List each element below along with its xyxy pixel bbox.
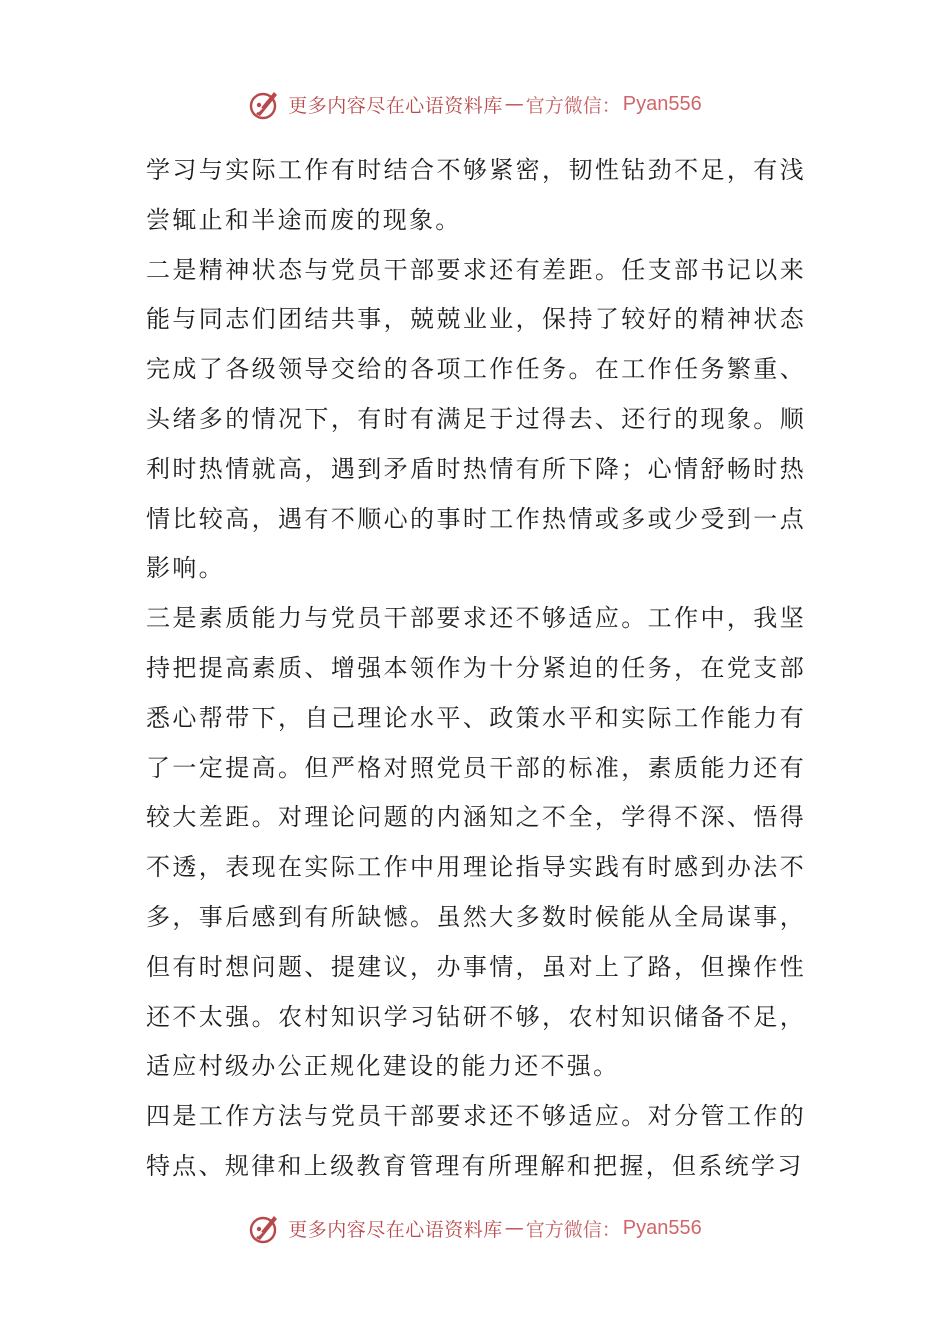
quill-pen-logo-icon	[248, 1211, 282, 1245]
footer-banner	[0, 1210, 950, 1246]
paragraph-4: 四是工作方法与党员干部要求还不够适应。对分管工作的特点、规律和上级教育管理有所理解和把握，但系统学习	[146, 1102, 806, 1180]
footer-wechat-label: 官方微信：	[525, 1218, 621, 1241]
footer-banner-dash: —	[504, 1217, 524, 1239]
document-body	[146, 146, 806, 1192]
header-wechat-label: 官方微信：	[525, 94, 621, 117]
header-banner-dash: —	[504, 93, 524, 115]
quill-pen-logo-icon	[248, 87, 282, 121]
paragraph-2: 二是精神状态与党员干部要求还有差距。任支部书记以来能与同志们团结共事，兢兢业业，保持了较好的精神状态完成了各级领导交给的各项工作任务。在工作任务繁重、头绪多的情况下，有时有满足于过得去、还行的现象。顺利时热情就高，遇到矛盾时热情有所下降；心情舒畅时热情比较高，遇有不顺心的事时工作热情或多或少受到一点影响。	[146, 255, 806, 583]
header-wechat-id: Pyan556	[622, 92, 702, 115]
header-banner	[0, 86, 950, 122]
paragraph-1: 学习与实际工作有时结合不够紧密，韧性钻劲不足，有浅尝辄止和半途而废的现象。	[146, 156, 806, 234]
paragraph-3: 三是素质能力与党员干部要求还不够适应。工作中，我坚持把提高素质、增强本领作为十分紧迫的任务，在党支部悉心帮带下，自己理论水平、政策水平和实际工作能力有了一定提高。但严格对照党员干部的标准，素质能力还有较大差距。对理论问题的内涵知之不全，学得不深、悟得不透，表现在实际工作中用理论指导实践有时感到办法不多，事后感到有所缺憾。虽然大多数时候能从全局谋事，但有时想问题、提建议，办事情，虽对上了路，但操作性还不太强。农村知识学习钻研不够，农村知识储备不足，适应村级办公正规化建设的能力还不强。	[146, 604, 806, 1081]
header-banner-text: 更多内容尽在心语资料库	[288, 94, 503, 117]
footer-banner-text: 更多内容尽在心语资料库	[288, 1218, 503, 1241]
footer-wechat-id: Pyan556	[622, 1216, 702, 1239]
